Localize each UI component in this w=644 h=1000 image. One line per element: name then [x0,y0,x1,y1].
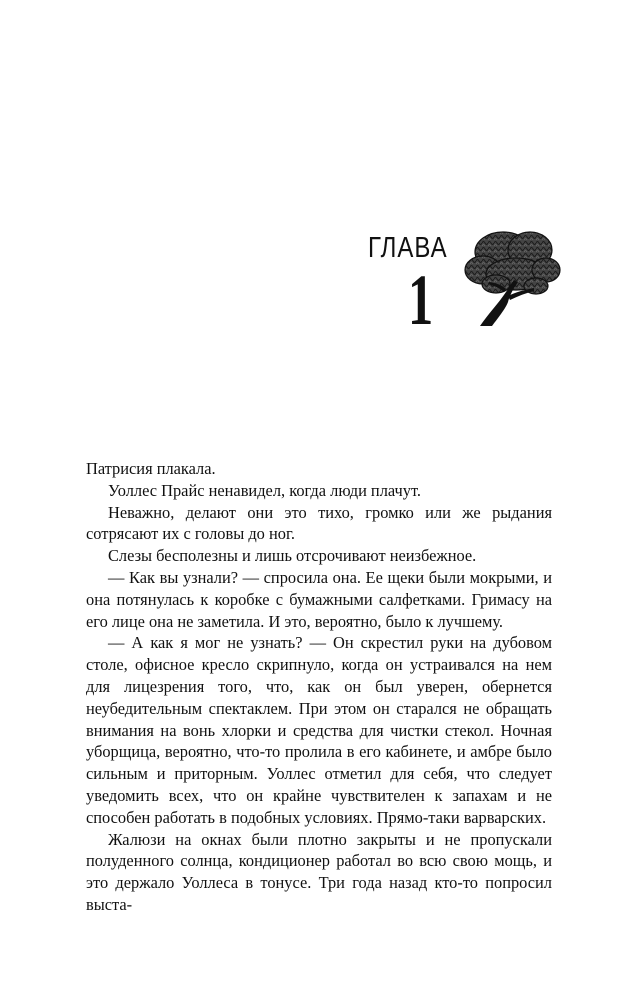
paragraph: Жалюзи на окнах были плотно закрыты и не пропускали полуденного солнца, кондиционер работал во всю свою мощь, и это держало Уоллеса в тонусе. Три года назад кто-то попросил выста- [86,829,552,914]
paragraph: Уоллес Прайс ненавидел, когда люди плачут. [108,480,421,500]
paragraph: Патрисия плакала. [86,459,216,478]
paragraph: — Как вы узнали? — спросила она. Ее щеки были мокрыми, и она потянулась к коробке с бумажными салфетками. Гримасу на его лице она не заметила. И это, вероятно, было к лучшему. [86,567,552,631]
paragraph: Слезы бесполезны и лишь отсрочивают неизбежное. [108,546,477,566]
body-text [86,458,552,916]
tree-icon [458,222,568,332]
paragraph: — А как я мог не узнать? — Он скрестил руки на дубовом столе, офисное кресло скрипнуло, когда он устраивался на нем для лицезрения того, что, как он был уверен, обернется неубедительным спектаклем. При этом он старался не обращать внимания на вонь хлорки и средства для чистки стекол. Ночная уборщица, вероятно, что-то пролила в его кабинете, и амбре было сильным и приторным. Уоллес отметил для себя, что следует уведомить всех, что он крайне чувствителен к запахам и не способен работать в подобных условиях. Прямо-таки варварских. [86,633,552,827]
chapter-heading [368,222,568,342]
chapter-label: ГЛАВА [368,232,448,264]
chapter-number: 1 [408,260,434,340]
paragraph: Неважно, делают они это тихо, громко или же рыдания сотрясают их с головы до ног. [86,502,552,544]
